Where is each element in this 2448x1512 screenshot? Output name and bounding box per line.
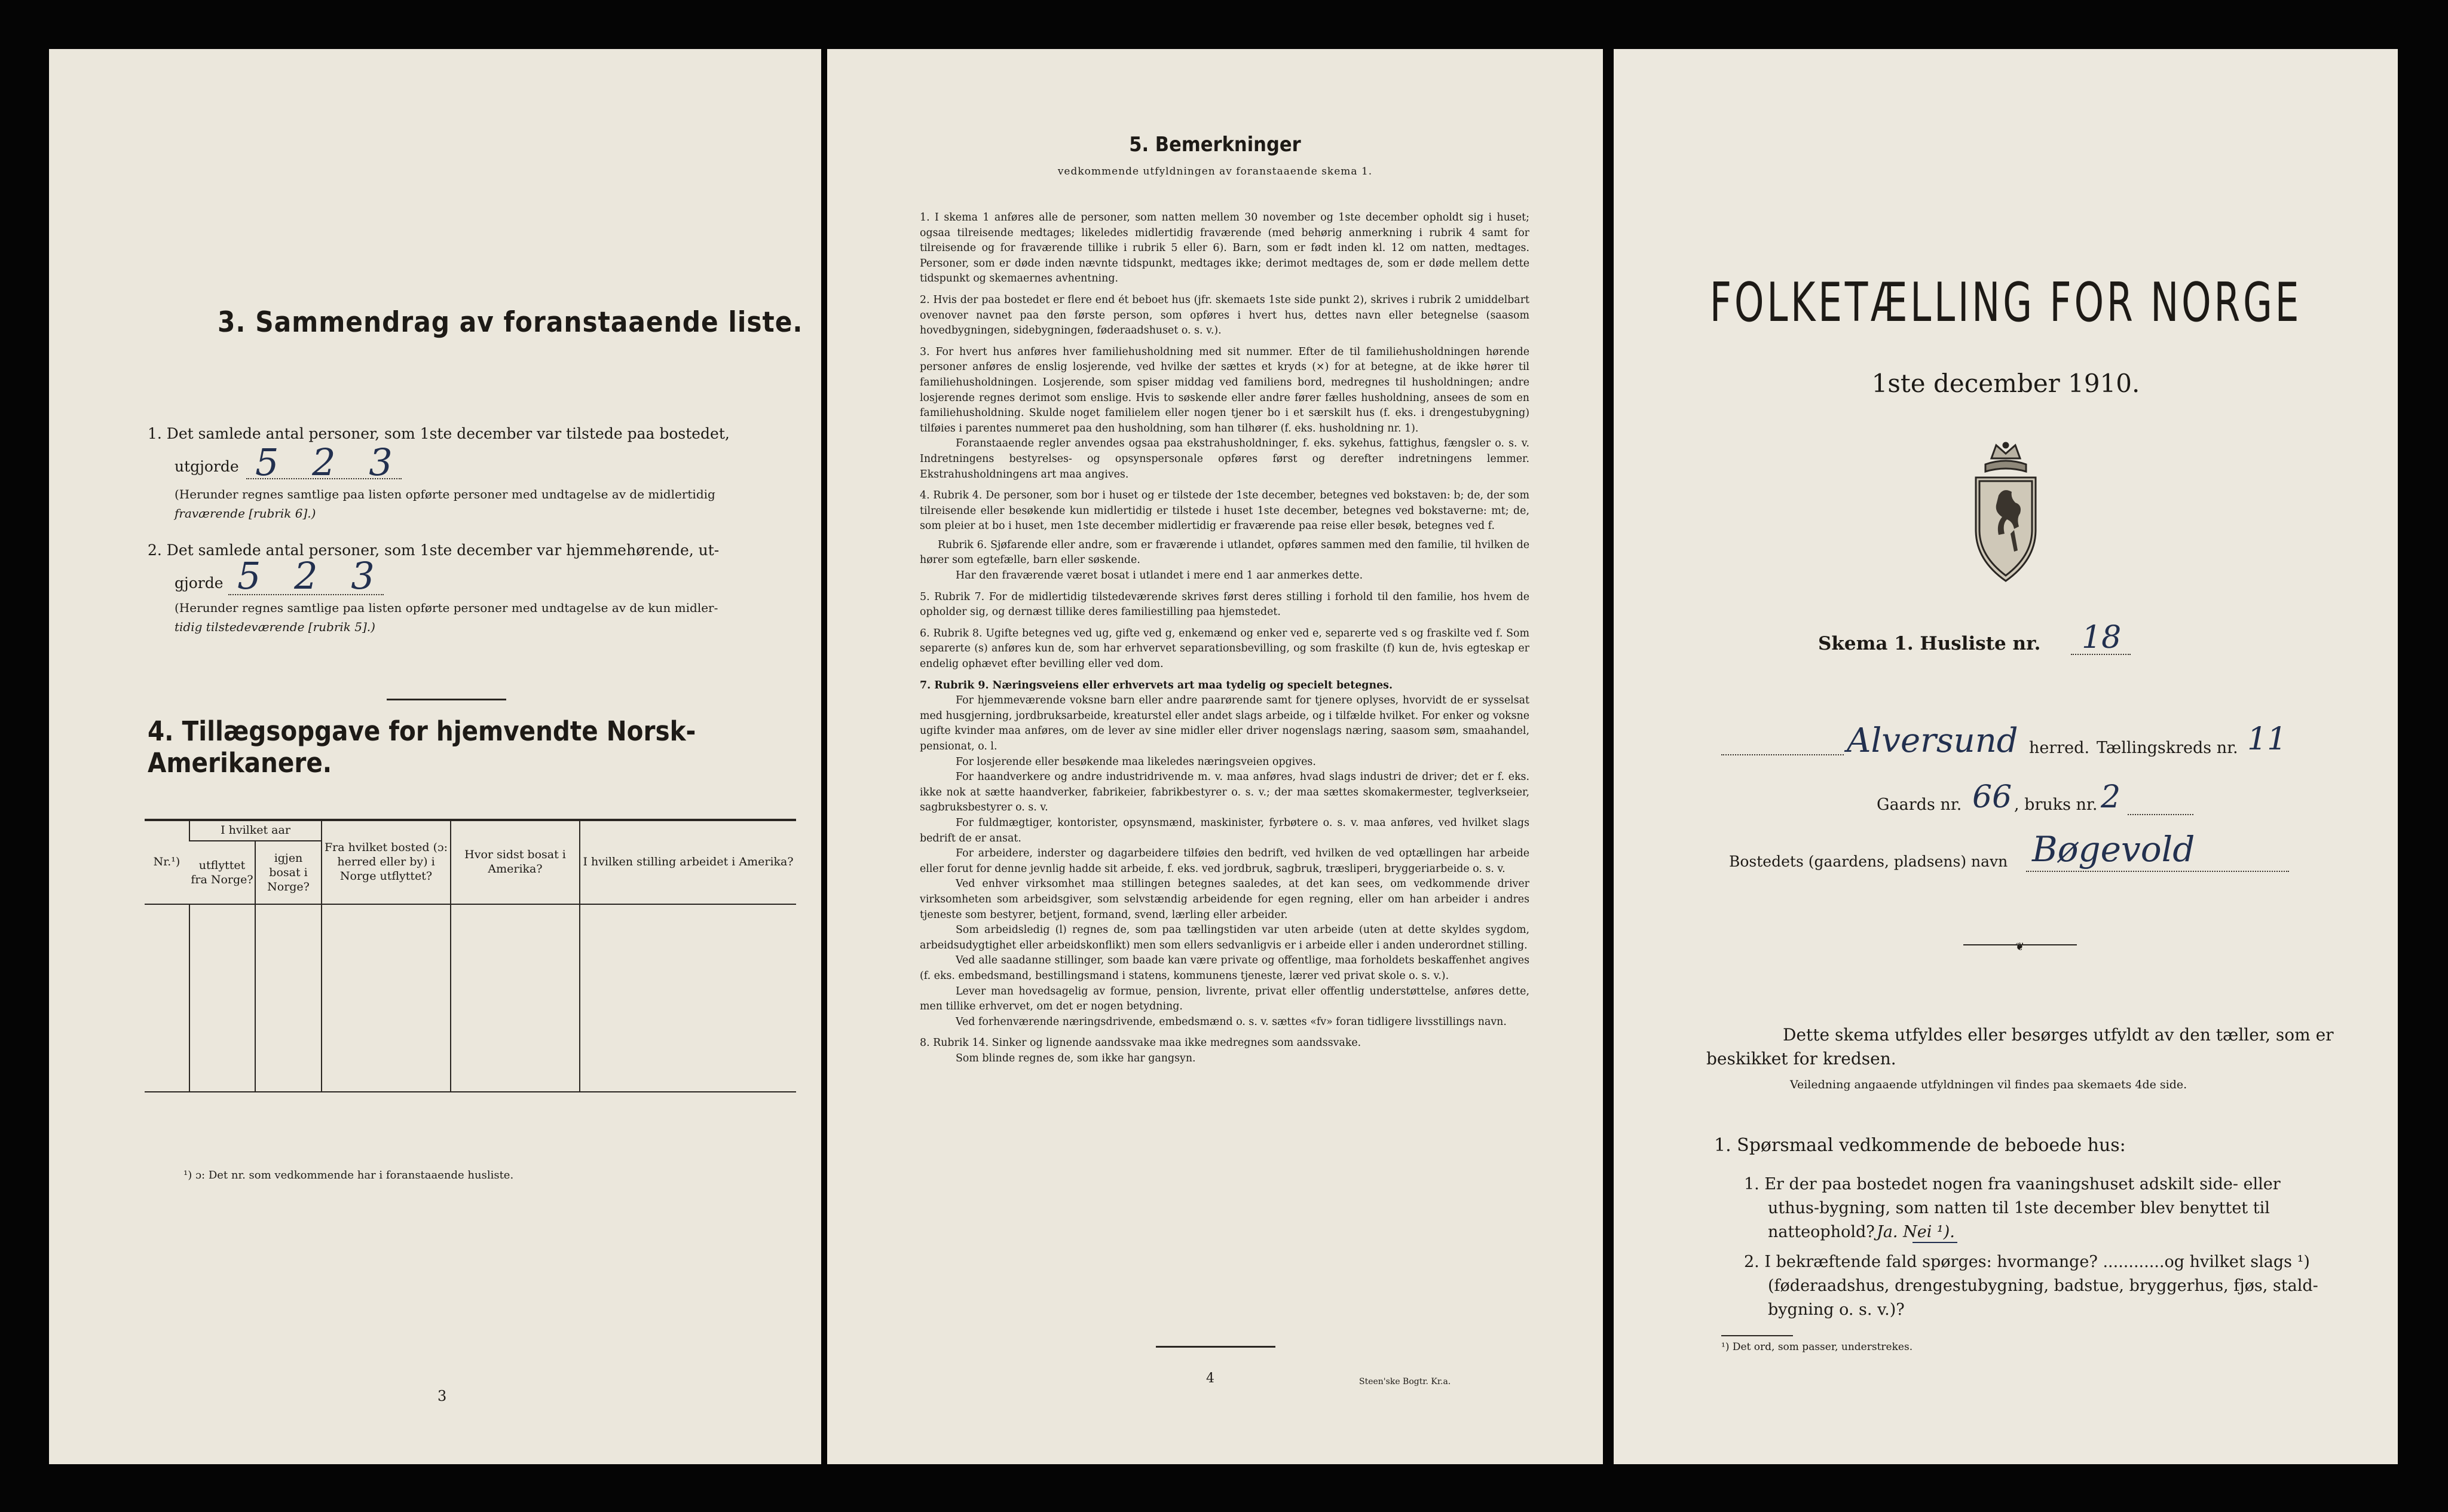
ornament-icon: ❦ bbox=[2015, 941, 2025, 953]
census-date: 1ste december 1910. bbox=[1871, 369, 2140, 398]
remark-paragraph: 8. Rubrik 14. Sinker og lignende aandssvake maa ikke medregnes som aandssvake. bbox=[920, 1037, 1361, 1049]
remark-paragraph: For losjerende eller besøkende maa likeledes næringsveien opgives. bbox=[956, 755, 1316, 768]
table-footnote: ¹) ɔ: Det nr. som vedkommende har i foranstaaende husliste. bbox=[183, 1169, 514, 1182]
question-2-line-3: bygning o. s. v.)? bbox=[1768, 1300, 1905, 1319]
remark-paragraph: Som blinde regnes de, som ikke har gangsyn. bbox=[956, 1052, 1196, 1064]
table-row bbox=[145, 967, 796, 998]
section-3-title: 3. Sammendrag av foranstaaende liste. bbox=[218, 306, 803, 339]
remark-paragraph: For fuldmægtiger, kontorister, opsynsmænd, maskinister, fyrbøtere o. s. v. maa anføres, ved hvilket slags bedrift de er ansat. bbox=[920, 816, 1529, 844]
col-emigrated: utflyttet fra Norge? bbox=[189, 841, 255, 904]
col-last-home: Hvor sidst bosat i Amerika? bbox=[451, 820, 580, 904]
col-group-year: I hvilket aar bbox=[189, 820, 322, 841]
summary-item-2-note-2: tidig tilstedeværende [rubrik 5].) bbox=[175, 620, 375, 634]
gaards-label: Gaards nr. bbox=[1877, 795, 1962, 814]
footnote-rule bbox=[1721, 1335, 1793, 1336]
remark-paragraph: 2. Hvis der paa bostedet er flere end ét beboet hus (jfr. skemaets 1ste side punkt 2), skrives i rubrik 2 umiddelbart ovenover navnet paa den første person, som opføres i hvert hus, dettes navn eller betegnelse (saasom hovedbygningen, sidebygningen, føderaadshuset o. s. v.). bbox=[920, 293, 1529, 337]
census-title: FOLKETÆLLING FOR NORGE bbox=[1709, 271, 2302, 334]
remark-paragraph: Som arbeidsledig (l) regnes de, som paa tællingstiden var uten arbeide (uten at dette skyldes sygdom, arbeidsudygtighet eller arbeidskonflikt) men som ellers sedvanligvis er i arbeide eller i anden underordnet stilling. bbox=[920, 924, 1529, 951]
col-nr: Nr.¹) bbox=[145, 820, 189, 904]
husliste-nr: 18 bbox=[2082, 620, 2122, 656]
divider bbox=[1156, 1346, 1275, 1348]
summary-item-2: 2. Det samlede antal personer, som 1ste december var hjemmehørende, ut- bbox=[148, 541, 720, 559]
kreds-label: Tællingskreds nr. bbox=[2097, 739, 2238, 757]
page-number: 3 bbox=[437, 1388, 447, 1404]
dotted-line bbox=[228, 594, 384, 595]
table-row bbox=[145, 936, 796, 967]
intro-line-2: beskikket for kredsen. bbox=[1706, 1049, 1896, 1069]
table-row bbox=[145, 998, 796, 1029]
remark-paragraph: 5. Rubrik 7. For de midlertidig tilstedeværende skrives først deres stilling i forhold til den familie, hos hvem de opholder sig, og dernæst tillike deres familiestilling paa hjemstedet. bbox=[920, 590, 1529, 619]
summary-item-1-value: 5 2 3 bbox=[255, 440, 403, 484]
coat-of-arms-icon bbox=[1962, 440, 2050, 590]
answer-underline bbox=[1912, 1242, 1957, 1243]
question-1-line-1: 1. Er der paa bostedet nogen fra vaaningshuset adskilt side- eller bbox=[1744, 1175, 2281, 1193]
summary-item-1-note-2: fraværende [rubrik 6].) bbox=[175, 506, 316, 521]
question-1-line-3: natteophold? bbox=[1768, 1223, 1875, 1241]
dotted-line bbox=[246, 478, 402, 479]
summary-item-1: 1. Det samlede antal personer, som 1ste december var tilstede paa bostedet, bbox=[148, 425, 730, 442]
dotted-line bbox=[2128, 814, 2193, 815]
page-4 bbox=[827, 49, 1603, 1464]
remark-paragraph: 7. Rubrik 9. Næringsveiens eller erhvervets art maa tydelig og specielt betegnes. bbox=[920, 679, 1393, 691]
summary-item-2-prefix: gjorde bbox=[175, 574, 224, 592]
table-row bbox=[145, 1029, 796, 1060]
printer-imprint: Steen'ske Bogtr. Kr.a. bbox=[1359, 1377, 1451, 1386]
table-row bbox=[145, 1060, 796, 1092]
summary-item-1-prefix: utgjorde bbox=[175, 458, 239, 475]
section-4-title: 4. Tillægsopgave for hjemvendte Norsk-Amerikanere. bbox=[148, 715, 696, 779]
page-number: 4 bbox=[1206, 1371, 1214, 1386]
remarks-subtitle: vedkommende utfyldningen av foranstaaende skema 1. bbox=[1057, 166, 1373, 177]
herred-value: Alversund bbox=[1847, 721, 2018, 760]
remark-paragraph: Rubrik 6. Sjøfarende eller andre, som er fraværende i utlandet, opføres sammen med den familie, til hvilken de hører som egtefælle, barn eller søskende. bbox=[920, 538, 1529, 567]
remark-paragraph: Ved enhver virksomhet maa stillingen betegnes saaledes, at det kan sees, om vedkommende driver virksomheten som arbeidsgiver, som selvstændig arbeidende for egen regning, eller om han arbeider i andres tjeneste som bestyrer, betjent, formand, svend, lærling eller arbeider. bbox=[920, 878, 1529, 921]
norsk-amerikanere-table bbox=[145, 820, 796, 1092]
gaards-value: 66 bbox=[1972, 779, 2012, 815]
remark-paragraph: For arbeidere, inderster og dagarbeidere tilføies den bedrift, ved hvilken de ved optællingen har arbeide eller forut for denne jevnlig hadde sit arbeide, f. eks. ved jordbruk, sagbruk, træsliperi, bryggeriarbeide o. s. v. bbox=[920, 847, 1529, 875]
question-1-answer: Ja. Nei ¹). bbox=[1877, 1223, 1955, 1241]
question-2-line-2: (føderaadshus, drengestubygning, badstue, bryggerhus, fjøs, stald- bbox=[1768, 1277, 2318, 1295]
remark-paragraph: Foranstaaende regler anvendes ogsaa paa ekstrahusholdninger, f. eks. sykehus, fattighus, fængsler o. s. v. Indretningens bestyrelses- og opsynspersonale opføres først og derefter indretningens lemmer. Ekstrahusholdningens art maa angives. bbox=[920, 437, 1529, 480]
dotted-line bbox=[2071, 654, 2131, 655]
remark-paragraph: 6. Rubrik 8. Ugifte betegnes ved ug, gifte ved g, enkemænd og enker ved e, separerte ved s og fraskilte ved f. Som separerte (s) anføres kun de, som har erhvervet separationsbevilling, og som fraskilte (f) kun de, hvis egteskap er endelig ophævet efter bevilling eller ved dom. bbox=[920, 627, 1529, 671]
col-occupation: I hvilken stilling arbeidet i Amerika? bbox=[580, 820, 796, 904]
remark-paragraph: 3. For hvert hus anføres hver familiehusholdning med sit nummer. Efter de til familiehusholdningen hørende personer anføres de enslig losjerende, ved hvilke der sættes et kryds (×) for at betegne, at de ikke hører til familiehusholdningen. Losjerende, som spiser middag ved familiens bord, medregnes til husholdningen; andre losjerende regnes derimot som enslige. Hvis to søskende eller andre fører fælles husholdning, ansees de som en familiehusholdning. Skulde noget familielem eller nogen tjener bo i et særskilt hus (f. eks. i drengestubygning) tilføies i parentes nummeret paa den husholdning, som han tilhører (f. eks. husholdning nr. 1). bbox=[920, 345, 1529, 434]
page-1-cover bbox=[1614, 49, 2398, 1464]
divider bbox=[387, 699, 506, 700]
remark-paragraph: 1. I skema 1 anføres alle de personer, som natten mellem 30 november og 1ste december opholdt sig i huset; ogsaa tilreisende medtages; likeledes midlertidig fraværende (med behørig anmerkning i rubrik 4 samt for tilreisende og for fraværende tillike i rubrik 5 eller 6). Barn, som er født inden kl. 12 om natten, medtages. Personer, som er døde inden nævnte tidspunkt, medtages ikke; derimot medtages de, som er døde mellem dette tidspunkt og skemaernes avhentning. bbox=[920, 212, 1529, 285]
remark-paragraph: 4. Rubrik 4. De personer, som bor i huset og er tilstede der 1ste december, betegnes ved bokstaven: b; de, der som tilreisende eller besøkende kun midlertidig er tilstede i huset 1ste december, betegnes ved bokstaverne: mt; de, som pleier at bo i huset, men 1ste december midlertidig er fraværende paa reise eller besøk, betegnes ved f. bbox=[920, 489, 1529, 532]
remark-paragraph: Ved alle saadanne stillinger, som baade kan være private og offentlige, maa forholdets beskaffenhet angives (f. eks. embedsmand, bestillingsmand i statens, kommunens tjeneste, lærer ved privat skole o. s. v.). bbox=[920, 954, 1529, 982]
question-1-line-2: uthus-bygning, som natten til 1ste december blev benyttet til bbox=[1768, 1199, 2270, 1217]
dotted-line bbox=[2026, 871, 2289, 872]
remark-paragraph: Har den fraværende været bosat i utlandet i mere end 1 aar anmerkes dette. bbox=[956, 570, 1363, 582]
col-from-where: Fra hvilket bosted (ɔ: herred eller by) i Norge utflyttet? bbox=[322, 820, 451, 904]
remarks-title: 5. Bemerkninger bbox=[1129, 133, 1301, 157]
intro-note: Veiledning angaaende utfyldningen vil findes paa skemaets 4de side. bbox=[1790, 1078, 2187, 1091]
skema-label: Skema 1. Husliste nr. bbox=[1818, 633, 2041, 654]
table-row bbox=[145, 904, 796, 936]
remark-paragraph: Ved forhenværende næringsdrivende, embedsmænd o. s. v. sættes «fv» foran tidligere livsstillings navn. bbox=[956, 1015, 1507, 1028]
page-3 bbox=[49, 49, 821, 1464]
col-returned: igjen bosat i Norge? bbox=[255, 841, 322, 904]
dotted-line bbox=[1721, 754, 1844, 755]
summary-item-1-note-1: (Herunder regnes samtlige paa listen opførte personer med undtagelse av de midlertidig bbox=[175, 487, 715, 501]
bosted-value: Bøgevold bbox=[2032, 829, 2195, 870]
bruks-label: , bruks nr. bbox=[2014, 795, 2098, 814]
question-1-title: 1. Spørsmaal vedkommende de beboede hus: bbox=[1714, 1135, 2126, 1156]
herred-label: herred. bbox=[2029, 739, 2090, 757]
cover-footnote: ¹) Det ord, som passer, understrekes. bbox=[1721, 1341, 1913, 1353]
remarks-body bbox=[920, 210, 1529, 1066]
remark-paragraph: For haandverkere og andre industridrivende m. v. maa anføres, hvad slags industri de driver; det er f. eks. ikke nok at sætte haandverker, fabrikeier, fabrikbestyrer o. s. v.; der maa sættes skomakermester, teglverkseier, sagbruksbestyrer o. s. v. bbox=[920, 771, 1529, 814]
kreds-value: 11 bbox=[2247, 721, 2287, 757]
summary-item-2-value: 5 2 3 bbox=[237, 554, 385, 598]
summary-item-2-note-1: (Herunder regnes samtlige paa listen opførte personer med undtagelse av de kun midler- bbox=[175, 601, 718, 615]
question-2-line-1: 2. I bekræftende fald spørges: hvormange? ............og hvilket slags ¹) bbox=[1744, 1253, 2310, 1271]
remark-paragraph: Lever man hovedsagelig av formue, pension, livrente, privat eller offentlig understøttelse, anføres dette, men tillike erhvervet, om det er nogen betydning. bbox=[920, 985, 1529, 1013]
bosted-label: Bostedets (gaardens, pladsens) navn bbox=[1729, 853, 2008, 870]
remark-paragraph: For hjemmeværende voksne barn eller andre paarørende samt for tjenere oplyses, hvorvidt de er sysselsat med husgjerning, jordbruksarbeide, kreaturstel eller andet slags arbeide, og i tilfælde hvilket. For enker og voksne ugifte kvinder maa anføres, om de lever av sine midler eller driver nogenslags næring, saasom søm, smaahandel, pensionat, o. l. bbox=[920, 694, 1529, 752]
intro-line-1: Dette skema utfyldes eller besørges utfyldt av den tæller, som er bbox=[1783, 1025, 2334, 1045]
bruks-value: 2 bbox=[2101, 779, 2121, 815]
